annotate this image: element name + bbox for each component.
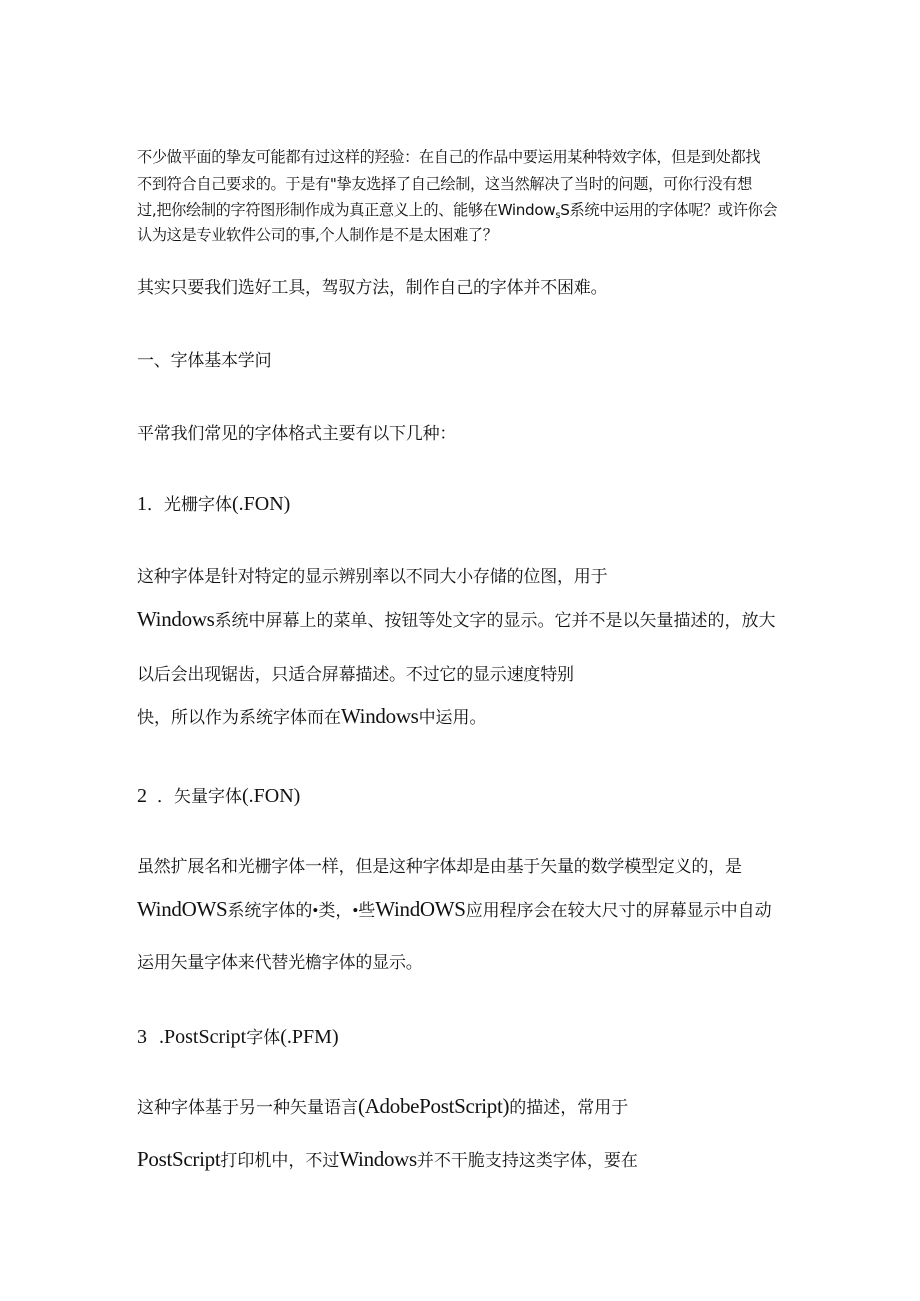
intro-line-3-subscript: s xyxy=(555,210,561,221)
item1-line-2-rest: 系统中屏幕上的菜单、按钮等处文字的显示。它并不是以矢量描述的，放大 xyxy=(214,611,776,630)
item1-heading xyxy=(137,490,290,516)
item2-line-1: 虽然扩展名和光栅字体一样，但是这种字体却是由基于矢量的数学模型定义的，是 xyxy=(137,857,742,876)
item2-line-2-latin-1: WindOWS xyxy=(137,897,228,921)
item3-number: 3 xyxy=(137,1026,147,1048)
item3-title-latin: .PostScript xyxy=(159,1026,247,1048)
intro-line-3-a: 过,把你绘制的字符图形制作成为真正意义上的、能够在Window xyxy=(137,201,556,219)
item1-line-4 xyxy=(137,703,487,729)
item3-line-1-b: 的描述，常用于 xyxy=(509,1098,629,1117)
item1-line-4-a: 快，所以作为系统字体而在 xyxy=(137,708,341,727)
item2-line-2-mid: 系统字体的•类，•些 xyxy=(227,901,376,920)
item2-line-2-rest: 应用程序会在较大尺寸的屏幕显示中自动 xyxy=(465,901,772,920)
item1-title-cjk: ．光栅字体 xyxy=(147,495,232,514)
item2-line-2-latin-2: WindOWS xyxy=(375,897,466,921)
section-heading: 一、字体基本学问 xyxy=(137,351,272,370)
item1-line-2-latin: Windows xyxy=(137,607,215,631)
item2-heading xyxy=(137,782,300,808)
item3-title-cjk: 字体 xyxy=(246,1028,281,1047)
item3-line-1-latin: (AdobePostScript) xyxy=(358,1094,510,1118)
item3-heading xyxy=(137,1023,339,1049)
item3-title-ext: (.PFM) xyxy=(280,1026,339,1048)
item3-line-2 xyxy=(137,1146,638,1172)
intro-line-4: 认为这是专业软件公司的事,个人制作是不是太困难了？ xyxy=(137,226,498,244)
item2-title-ext: (.FON) xyxy=(242,785,301,807)
item1-line-3: 以后会出现锯齿，只适合屏幕描述。不过它的显示速度特别 xyxy=(137,665,574,684)
item3-line-1-a: 这种字体基于另一种矢量语言 xyxy=(137,1098,358,1117)
item3-line-1 xyxy=(137,1093,628,1119)
item3-line-2-latin-1: PostScript xyxy=(137,1147,221,1171)
item1-line-1: 这种字体是针对特定的显示辨别率以不同大小存储的位图，用于 xyxy=(137,567,608,586)
paragraph-easy: 其实只要我们选好工具，驾驭方法，制作自己的字体并不困难。 xyxy=(137,278,608,297)
item2-number: 2 xyxy=(137,785,147,807)
intro-line-3 xyxy=(137,199,777,221)
intro-line-3-b: S系统中运用的字体呢？或许你会 xyxy=(560,201,778,219)
item1-line-4-b: 中运用。 xyxy=(418,708,487,727)
item1-line-2 xyxy=(137,606,776,632)
item3-line-2-rest: 并不干脆支持这类字体，要在 xyxy=(416,1151,638,1170)
item3-line-2-latin-2: Windows xyxy=(339,1147,417,1171)
intro-line-2: 不到符合自己要求的。于是有"挚友选择了自己绘制，这当然解决了当时的问题，可你行没有想 xyxy=(137,175,752,193)
item2-title-cjk: ．矢量字体 xyxy=(157,787,242,806)
item2-line-3: 运用矢量字体来代替光檐字体的显示。 xyxy=(137,953,423,972)
item1-title-ext: (.FON) xyxy=(232,493,291,515)
paragraph-formats: 平常我们常见的字体格式主要有以下几种： xyxy=(137,424,457,443)
intro-line-1: 不少做平面的挚友可能都有过这样的羟验：在自己的作品中要运用某种特效字体，但是到处都找 xyxy=(137,148,761,166)
item1-number: 1 xyxy=(137,493,147,515)
item1-line-4-latin: Windows xyxy=(341,704,419,728)
item3-line-2-mid: 打印机中，不过 xyxy=(220,1151,340,1170)
item2-line-2 xyxy=(137,896,772,922)
